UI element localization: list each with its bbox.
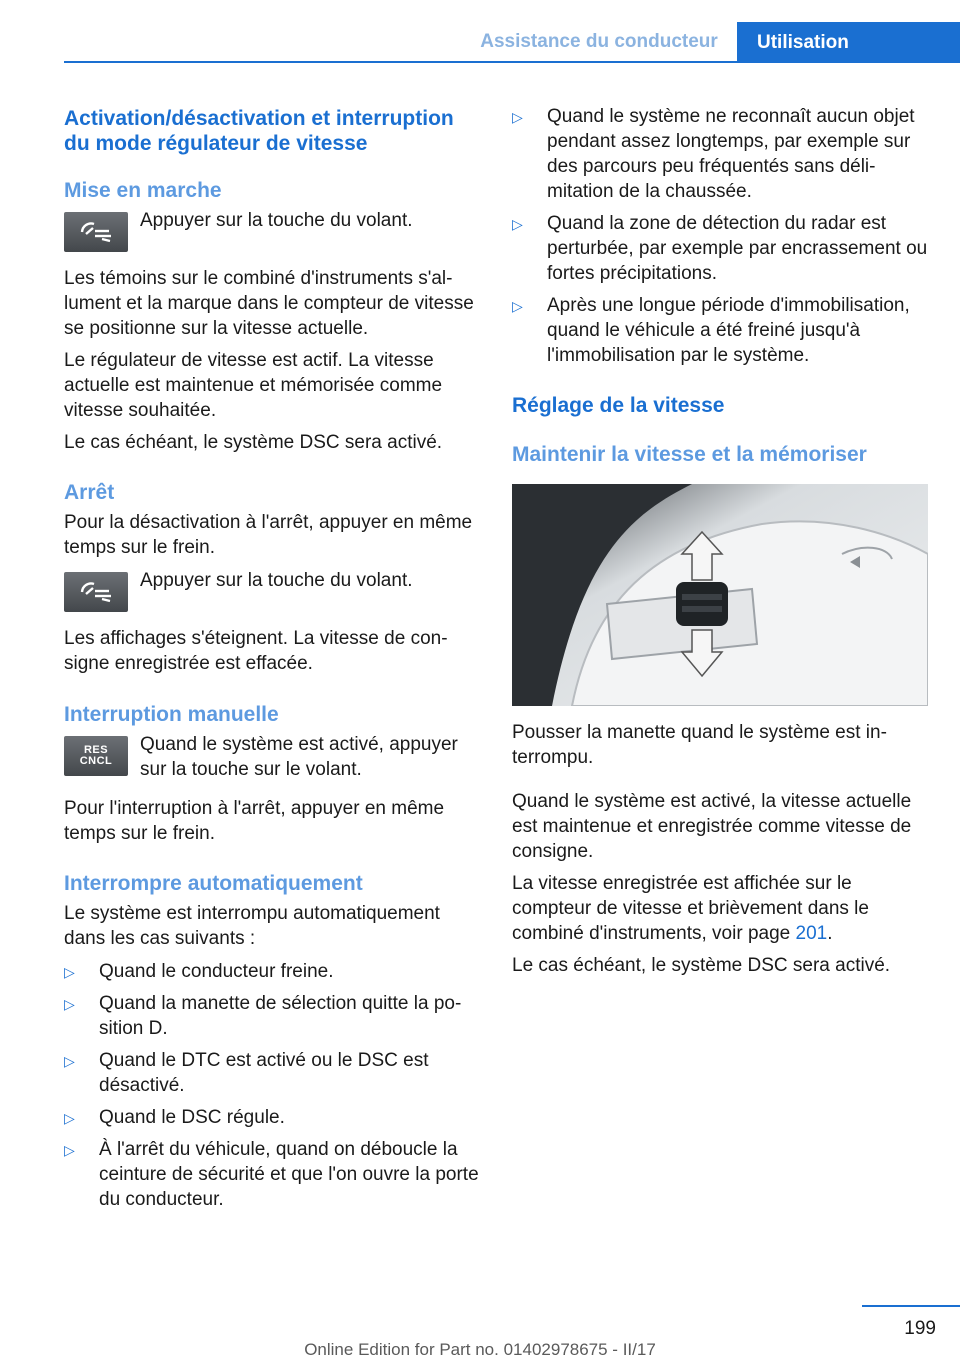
header-section: Assistance du conducteur (480, 31, 718, 52)
header-rule (64, 61, 960, 63)
footer-edition: Online Edition for Part no. 01402978675 - II/17 (304, 1340, 656, 1359)
list-item: ▷ Quand la zone de détection du radar est perturbée, par exemple par encrassement ou fortes précipitations. (512, 213, 928, 284)
paragraph: Les affichages s'éteignent. La vitesse de consigne enregistrée est effacée. (64, 628, 448, 674)
cncl-label: CNCL (79, 755, 113, 767)
list-item: ▷ Quand le DSC régule. (64, 1107, 285, 1128)
list-item: ▷ Après une longue période d'immobilisation, quand le véhicule a été freiné jusqu'à l'immobilisation par le système. (512, 295, 910, 366)
paragraph: Le régulateur de vitesse est actif. La vitesse actuelle est maintenue et mémorisée comme vitesse souhaitée. (64, 350, 443, 421)
manual-row (64, 732, 480, 782)
list-item: ▷ Quand le DTC est activé ou le DSC est désactivé. (64, 1050, 429, 1096)
cruise-control-button-icon (64, 572, 128, 612)
manual-instruction: Quand le système est activé, appuyer sur la touche sur le volant. (140, 734, 458, 780)
section-title: Activation/désactivation et interruption du mode régulateur de vitesse (64, 107, 454, 155)
stop-row (64, 568, 480, 612)
list-item: ▷ Quand le conducteur freine. (64, 961, 334, 982)
heading-stop: Arrêt (64, 481, 115, 504)
bullet-triangle-icon: ▷ (512, 298, 523, 314)
bullet-triangle-icon: ▷ (64, 1142, 75, 1158)
paragraph: Le système est interrompu automatiquement dans les cas suivants : (64, 903, 440, 949)
steering-wheel-lever-illustration (512, 484, 928, 706)
switch-on-row (64, 208, 480, 252)
bullet-triangle-icon: ▷ (64, 1053, 75, 1069)
list-item: ▷ Quand le système ne reconnaît aucun objet pendant assez longtemps, par exemple sur des parcours peu fréquentés sans délimitation de la chaussée. (512, 106, 915, 202)
paragraph: Pour la désactivation à l'arrêt, appuyer en même temps sur le frein. (64, 512, 473, 558)
paragraph: Le cas échéant, le système DSC sera activé. (512, 955, 891, 976)
page-number-rule (862, 1305, 960, 1307)
auto-interrupt-list (64, 959, 480, 1212)
right-column (512, 100, 930, 978)
paragraph: Le cas échéant, le système DSC sera activé. (64, 432, 443, 453)
list-item: ▷ Quand la manette de sélection quitte la position D. (64, 993, 462, 1039)
res-label: RES (83, 744, 109, 756)
page-number: 199 (904, 1318, 936, 1339)
paragraph: Pour l'interruption à l'arrêt, appuyer en même temps sur le frein. (64, 798, 445, 844)
bullet-triangle-icon: ▷ (64, 996, 75, 1012)
switch-on-instruction: Appuyer sur la touche du volant. (140, 210, 413, 231)
section-title-speed: Réglage de la vitesse (512, 394, 725, 417)
left-column (64, 100, 480, 1212)
heading-auto-interruption: Interrompre automatiquement (64, 872, 363, 895)
paragraph: Quand le système est activé, la vitesse actuelle est maintenue et enregistrée comme vitesse de consigne. (512, 791, 912, 862)
bullet-triangle-icon: ▷ (64, 964, 75, 980)
paragraph-with-page-link: La vitesse enregistrée est affichée sur le compteur de vitesse et brièvement dans le combiné d'instruments, voir page 201. (512, 873, 869, 944)
heading-manual-interruption: Interruption manuelle (64, 703, 279, 726)
heading-switch-on: Mise en marche (64, 179, 222, 202)
bullet-triangle-icon: ▷ (64, 1110, 75, 1126)
res-cncl-button-icon (64, 736, 128, 776)
stop-instruction: Appuyer sur la touche du volant. (140, 570, 413, 591)
header-chapter-tab: Utilisation (737, 22, 960, 63)
bullet-triangle-icon: ▷ (512, 109, 523, 125)
page-link[interactable]: 201 (795, 923, 828, 944)
list-item: ▷ À l'arrêt du véhicule, quand on déboucle la ceinture de sécurité et que l'on ouvre la porte du conducteur. (64, 1139, 479, 1210)
bullet-triangle-icon: ▷ (512, 216, 523, 232)
paragraph: Les témoins sur le combiné d'instruments s'allument et la marque dans le compteur de vitesse se positionne sur la vitesse actuelle. (64, 268, 474, 339)
cruise-control-button-icon (64, 212, 128, 252)
auto-interrupt-list-continued (512, 104, 930, 368)
image-caption: Pousser la manette quand le système est interrompu. (512, 722, 887, 768)
heading-maintain-speed: Maintenir la vitesse et la mémoriser (512, 443, 867, 466)
